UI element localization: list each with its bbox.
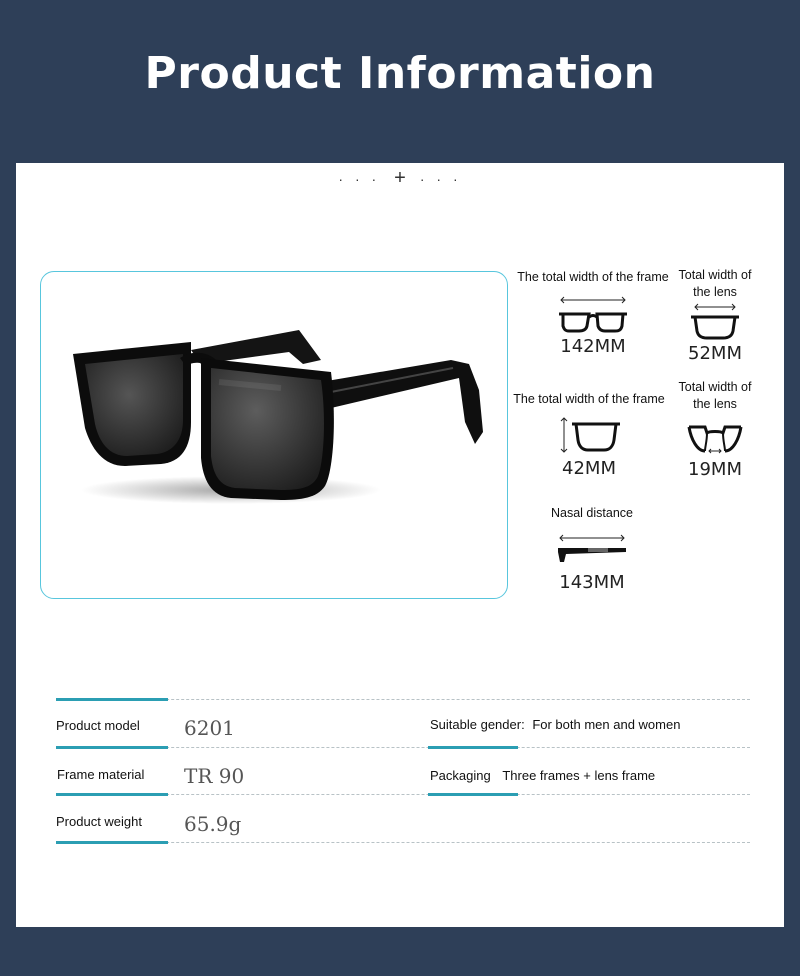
spec-value: 142MM bbox=[560, 336, 626, 357]
temple-length-icon bbox=[552, 532, 632, 570]
accent-bar bbox=[428, 746, 518, 749]
spec-frame-width bbox=[508, 269, 678, 357]
accent-bar bbox=[56, 746, 168, 749]
decor-dots-left: · · · bbox=[338, 171, 381, 187]
page-title: Product Information bbox=[144, 48, 656, 99]
bridge-width-icon bbox=[685, 417, 745, 457]
spec-value: 42MM bbox=[562, 458, 616, 479]
product-weight-value: 65.9g bbox=[184, 812, 242, 836]
spec-bridge-width bbox=[672, 379, 758, 480]
packaging-value: Three frames + lens frame bbox=[502, 768, 656, 783]
decor-plus: + bbox=[394, 167, 406, 189]
product-model-value: 6201 bbox=[184, 716, 235, 740]
spec-lens-height bbox=[506, 391, 672, 479]
gender-row bbox=[430, 717, 680, 732]
spec-temple-length bbox=[532, 505, 652, 593]
decor-dots-right: · · · bbox=[419, 171, 462, 187]
product-info-panel bbox=[16, 163, 784, 927]
frame-material-value: TR 90 bbox=[184, 764, 245, 788]
accent-bar bbox=[56, 793, 168, 796]
product-weight-label: Product weight bbox=[56, 814, 142, 829]
gender-value: For both men and women bbox=[532, 717, 681, 732]
spec-value: 143MM bbox=[559, 572, 625, 593]
spec-lens-width bbox=[672, 267, 758, 364]
accent-bar bbox=[56, 841, 168, 844]
spec-label: Nasal distance bbox=[551, 506, 633, 520]
spec-label: The total width of the frame bbox=[517, 270, 669, 284]
accent-bar bbox=[428, 793, 518, 796]
gender-label: Suitable gender: bbox=[430, 717, 525, 732]
lens-width-icon bbox=[685, 301, 745, 341]
packaging-row bbox=[430, 768, 655, 783]
frame-material-label: Frame material bbox=[57, 767, 145, 782]
product-photo-frame bbox=[40, 271, 508, 599]
spec-label: Total width of the lens bbox=[678, 268, 752, 299]
packaging-label: Packaging bbox=[430, 768, 491, 783]
product-model-label: Product model bbox=[56, 718, 140, 733]
spec-label: Total width of the lens bbox=[678, 380, 752, 411]
frame-width-icon bbox=[553, 294, 633, 334]
accent-bar bbox=[56, 698, 168, 701]
decorative-divider bbox=[16, 167, 784, 190]
spec-value: 52MM bbox=[688, 343, 742, 364]
spec-value: 19MM bbox=[688, 459, 742, 480]
sunglasses-image bbox=[41, 272, 507, 598]
lens-height-icon bbox=[554, 414, 624, 456]
spec-label: The total width of the frame bbox=[513, 392, 665, 406]
